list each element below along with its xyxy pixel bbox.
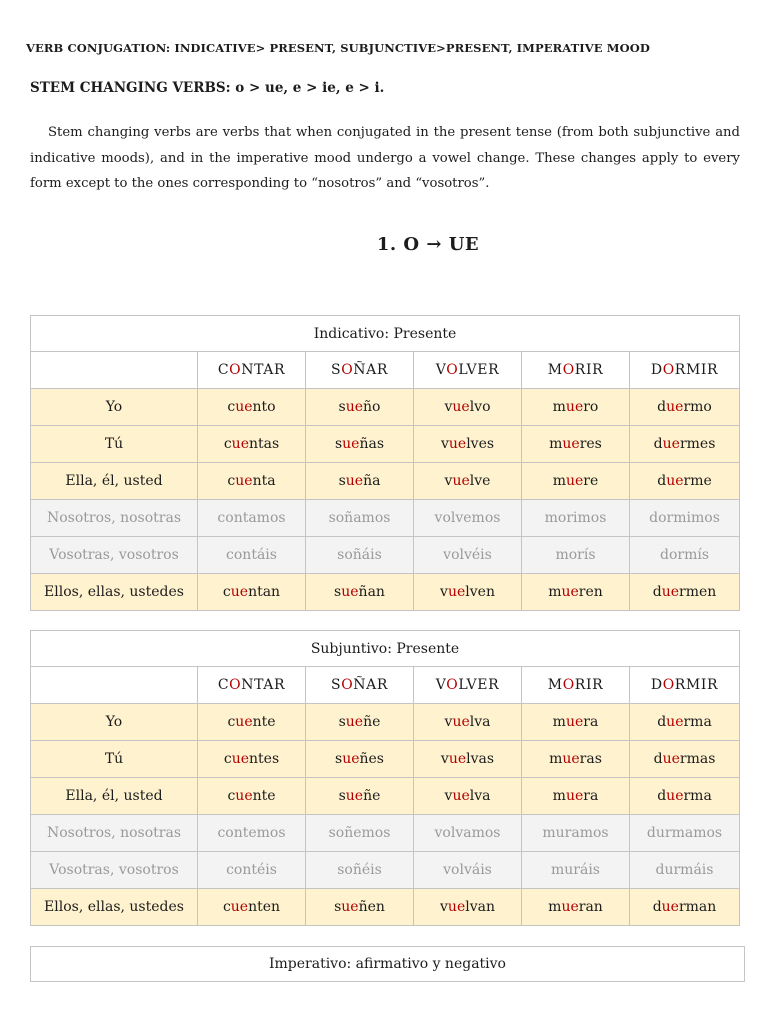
conjugation-cell (522, 389, 630, 426)
conjugation-cell (630, 704, 740, 741)
conjugation-part: v (444, 714, 453, 730)
conjugation-part: m (552, 473, 566, 489)
conjugation-part: rmen (679, 584, 717, 600)
conjugation-cell (630, 389, 740, 426)
conjugation-cell (306, 815, 414, 852)
conjugation-part: v (440, 436, 449, 452)
conjugation-part: ntas (248, 436, 280, 452)
conjugation-part: muramos (542, 825, 609, 841)
verb-header (306, 667, 414, 704)
conjugation-cell (198, 389, 306, 426)
changed-vowel: ue (447, 899, 466, 915)
changed-vowel: ue (230, 584, 249, 600)
conjugation-part: v (440, 899, 448, 915)
conjugation-cell (306, 704, 414, 741)
conjugation-cell (414, 741, 522, 778)
pronoun-label: Ella, él, usted (31, 778, 198, 815)
conjugation-part: d (657, 473, 667, 489)
conjugation-part: ñe (363, 714, 381, 730)
conjugation-part: m (549, 436, 563, 452)
table-title: Indicativo: Presente (31, 316, 740, 352)
conjugation-cell (198, 741, 306, 778)
verb-header (414, 352, 522, 389)
changed-vowel: ue (231, 436, 249, 452)
conjugation-part: lve (469, 473, 491, 489)
conjugation-cell (522, 741, 630, 778)
conjugation-part: volváis (443, 862, 492, 878)
conjugation-part: morís (555, 547, 596, 563)
changed-vowel: ue (662, 436, 680, 452)
verb-header (522, 352, 630, 389)
conjugation-part: ño (363, 399, 381, 415)
verb-header (198, 667, 306, 704)
table-row (31, 815, 740, 852)
conjugation-part: v (444, 473, 453, 489)
verb-header (630, 352, 740, 389)
conjugation-part: rmes (679, 436, 716, 452)
conjugation-part: v (440, 584, 448, 600)
header-blank-cell (31, 667, 198, 704)
conjugation-cell (198, 426, 306, 463)
verb-part: NTAR (241, 362, 286, 378)
conjugation-part: ntes (249, 751, 280, 767)
conjugation-cell (630, 463, 740, 500)
conjugation-cell (306, 741, 414, 778)
conjugation-part: d (653, 436, 663, 452)
conjugation-cell (630, 852, 740, 889)
conjugation-part: durmamos (646, 825, 723, 841)
conjugation-part: lva (469, 714, 491, 730)
table-row (31, 778, 740, 815)
conjugation-part: ntan (248, 584, 281, 600)
conjugation-part: rme (683, 473, 712, 489)
conjugation-part: soñemos (328, 825, 391, 841)
conjugation-part: d (653, 751, 663, 767)
table-row (31, 463, 740, 500)
conjugation-part: lven (465, 584, 495, 600)
table-row (31, 889, 740, 926)
conjugation-cell (522, 889, 630, 926)
conjugation-cell (630, 426, 740, 463)
changed-vowel: ue (562, 751, 580, 767)
conjugation-part: nte (252, 714, 276, 730)
table-row (31, 389, 740, 426)
conjugation-cell (306, 463, 414, 500)
stem-vowel: O (562, 677, 575, 693)
header-blank-cell (31, 352, 198, 389)
verb-part: RMIR (674, 362, 719, 378)
conjugation-part: c (227, 473, 236, 489)
conjugation-part: nta (252, 473, 276, 489)
conjugation-cell (414, 815, 522, 852)
conjugation-cell (630, 778, 740, 815)
changed-vowel: ue (342, 751, 360, 767)
pronoun-label: Yo (31, 704, 198, 741)
verb-part: NTAR (241, 677, 286, 693)
conjugation-part: c (227, 399, 236, 415)
pronoun-label: Yo (31, 389, 198, 426)
conjugation-part: d (657, 788, 667, 804)
changed-vowel: ue (666, 788, 684, 804)
conjugation-part: s (334, 436, 343, 452)
conjugation-part: lvo (469, 399, 491, 415)
changed-vowel: ue (341, 584, 359, 600)
changed-vowel: ue (345, 788, 364, 804)
changed-vowel: ue (342, 436, 360, 452)
conjugation-part: c (222, 584, 231, 600)
section-title: 1. O → UE (376, 234, 480, 255)
table-row (31, 852, 740, 889)
pronoun-label: Vosotras, vosotros (31, 537, 198, 574)
conjugation-part: soñáis (337, 547, 382, 563)
conjugation-cell (414, 852, 522, 889)
conjugation-part: muráis (551, 862, 600, 878)
conjugation-part: s (338, 399, 346, 415)
conjugation-part: s (338, 788, 346, 804)
pronoun-label: Ellos, ellas, ustedes (31, 574, 198, 611)
changed-vowel: ue (448, 436, 467, 452)
changed-vowel: ue (562, 436, 580, 452)
changed-vowel: ue (565, 714, 584, 730)
conjugation-cell (414, 778, 522, 815)
changed-vowel: ue (661, 584, 680, 600)
stem-vowel: O (229, 677, 242, 693)
conjugation-part: ñes (359, 751, 384, 767)
conjugation-cell (198, 574, 306, 611)
conjugation-part: ñas (359, 436, 385, 452)
conjugation-part: v (444, 788, 453, 804)
verb-header (414, 667, 522, 704)
conjugation-part: ren (578, 584, 603, 600)
changed-vowel: ue (565, 473, 584, 489)
verb-header (630, 667, 740, 704)
conjugation-cell (306, 778, 414, 815)
conjugation-cell (630, 889, 740, 926)
conjugation-cell (522, 815, 630, 852)
changed-vowel: ue (666, 473, 684, 489)
conjugation-part: rma (683, 788, 712, 804)
pronoun-label: Ellos, ellas, ustedes (31, 889, 198, 926)
verb-part: RIR (574, 362, 604, 378)
changed-vowel: ue (341, 899, 359, 915)
conjugation-part: lvan (465, 899, 495, 915)
pronoun-label: Ella, él, usted (31, 463, 198, 500)
conjugation-cell (414, 889, 522, 926)
conjugation-part: re (583, 473, 599, 489)
conjugation-cell (414, 463, 522, 500)
conjugation-part: s (334, 899, 342, 915)
conjugation-cell (306, 426, 414, 463)
document-header: VERB CONJUGATION: INDICATIVE> PRESENT, SUBJUNCTIVE>PRESENT, IMPERATIVE MOOD (26, 41, 650, 55)
conjugation-cell (198, 852, 306, 889)
verb-part: S (331, 362, 342, 378)
intro-paragraph: Stem changing verbs are verbs that when conjugated in the present tense (from both subjunctive and indicative moods), and in the imperative mood undergo a vowel change. These changes apply to every form except to the ones corresponding to “nosotros” and “vosotros”. (30, 125, 740, 191)
verb-part: S (331, 677, 342, 693)
conjugation-cell (306, 574, 414, 611)
stem-vowel: O (229, 362, 242, 378)
conjugation-part: m (552, 399, 566, 415)
conjugation-part: nto (252, 399, 276, 415)
conjugation-cell (306, 852, 414, 889)
changed-vowel: ue (448, 751, 467, 767)
conjugation-part: m (548, 584, 562, 600)
verb-part: V (435, 677, 447, 693)
changed-vowel: ue (235, 714, 253, 730)
changed-vowel: ue (452, 473, 470, 489)
conjugation-part: rma (683, 714, 712, 730)
changed-vowel: ue (666, 399, 684, 415)
conjugation-cell (522, 537, 630, 574)
conjugation-part: s (334, 584, 342, 600)
conjugation-cell (306, 537, 414, 574)
conjugation-part: volvamos (434, 825, 501, 841)
conjugation-part: nte (252, 788, 276, 804)
conjugation-part: m (552, 788, 566, 804)
pronoun-label: Nosotros, nosotras (31, 500, 198, 537)
conjugation-part: d (657, 399, 667, 415)
conjugation-cell (414, 389, 522, 426)
conjugation-part: contemos (217, 825, 286, 841)
verb-part: LVER (458, 677, 500, 693)
verb-part: RMIR (674, 677, 719, 693)
indicative-present-table (30, 315, 740, 611)
conjugation-part: res (579, 436, 602, 452)
pronoun-label: Tú (31, 741, 198, 778)
verb-header (198, 352, 306, 389)
conjugation-part: ran (578, 899, 603, 915)
conjugation-part: s (338, 473, 346, 489)
conjugation-part: d (652, 584, 662, 600)
conjugation-part: soñéis (337, 862, 382, 878)
stem-vowel: O (662, 677, 675, 693)
table-row (31, 574, 740, 611)
conjugation-part: c (227, 788, 236, 804)
changed-vowel: ue (561, 899, 579, 915)
verb-part: C (217, 677, 230, 693)
table-row (31, 537, 740, 574)
conjugation-cell (522, 778, 630, 815)
conjugation-part: rmo (683, 399, 712, 415)
verb-part: C (217, 362, 230, 378)
conjugation-cell (414, 537, 522, 574)
conjugation-cell (198, 500, 306, 537)
verb-header (306, 352, 414, 389)
conjugation-part: soñamos (328, 510, 391, 526)
table-row (31, 500, 740, 537)
conjugation-part: contamos (217, 510, 286, 526)
changed-vowel: ue (452, 714, 470, 730)
conjugation-cell (198, 889, 306, 926)
table-row (31, 741, 740, 778)
conjugation-cell (414, 500, 522, 537)
conjugation-part: m (549, 751, 563, 767)
conjugation-part: d (657, 714, 667, 730)
conjugation-cell (522, 463, 630, 500)
changed-vowel: ue (231, 751, 250, 767)
changed-vowel: ue (452, 399, 470, 415)
conjugation-cell (630, 500, 740, 537)
conjugation-part: ras (579, 751, 602, 767)
conjugation-part: dormimos (649, 510, 720, 526)
conjugation-part: c (227, 714, 236, 730)
conjugation-part: ña (363, 473, 381, 489)
conjugation-part: lva (469, 788, 491, 804)
conjugation-part: d (652, 899, 662, 915)
conjugation-part: ñen (358, 899, 385, 915)
pronoun-label: Vosotras, vosotros (31, 852, 198, 889)
conjugation-part: ra (583, 788, 599, 804)
stem-vowel: O (341, 677, 354, 693)
table-row (31, 704, 740, 741)
changed-vowel: ue (235, 399, 253, 415)
changed-vowel: ue (565, 788, 584, 804)
imperative-table (30, 946, 745, 982)
conjugation-cell (522, 426, 630, 463)
conjugation-part: nten (248, 899, 281, 915)
verb-part: D (650, 362, 663, 378)
conjugation-part: s (335, 751, 343, 767)
conjugation-cell (198, 463, 306, 500)
conjugation-cell (630, 537, 740, 574)
changed-vowel: ue (345, 473, 364, 489)
conjugation-part: v (444, 399, 453, 415)
conjugation-part: morimos (544, 510, 607, 526)
conjugation-part: v (440, 751, 449, 767)
pronoun-label: Tú (31, 426, 198, 463)
conjugation-part: ra (583, 714, 599, 730)
conjugation-part: c (223, 751, 232, 767)
conjugation-cell (522, 574, 630, 611)
changed-vowel: ue (345, 399, 364, 415)
conjugation-part: lves (466, 436, 495, 452)
conjugation-part: m (548, 899, 562, 915)
conjugation-part: rman (678, 899, 717, 915)
conjugation-cell (306, 889, 414, 926)
conjugation-cell (306, 389, 414, 426)
conjugation-cell (414, 426, 522, 463)
conjugation-cell (198, 537, 306, 574)
conjugation-part: lvas (466, 751, 495, 767)
changed-vowel: ue (235, 473, 253, 489)
verb-part: ÑAR (353, 362, 388, 378)
conjugation-part: dormís (660, 547, 710, 563)
stem-vowel: O (562, 362, 575, 378)
conjugation-part: c (222, 899, 231, 915)
stem-vowel: O (446, 362, 459, 378)
conjugation-cell (198, 815, 306, 852)
conjugation-cell (522, 500, 630, 537)
conjugation-part: ñan (358, 584, 385, 600)
conjugation-part: s (338, 714, 346, 730)
stem-vowel: O (662, 362, 675, 378)
verb-part: V (435, 362, 447, 378)
changed-vowel: ue (230, 899, 249, 915)
conjugation-part: contéis (226, 862, 277, 878)
verb-part: M (547, 677, 563, 693)
changed-vowel: ue (661, 899, 679, 915)
verb-part: M (547, 362, 563, 378)
conjugation-part: contáis (226, 547, 277, 563)
conjugation-cell (414, 574, 522, 611)
conjugation-part: volvemos (434, 510, 501, 526)
table-row (31, 426, 740, 463)
conjugation-part: rmas (679, 751, 716, 767)
conjugation-part: volvéis (443, 547, 492, 563)
verb-part: ÑAR (353, 677, 388, 693)
pronoun-label: Nosotros, nosotras (31, 815, 198, 852)
conjugation-cell (414, 704, 522, 741)
conjugation-part: c (223, 436, 232, 452)
conjugation-part: durmáis (655, 862, 714, 878)
changed-vowel: ue (666, 714, 684, 730)
imperative-table-title: Imperativo: afirmativo y negativo (31, 947, 745, 982)
conjugation-cell (630, 815, 740, 852)
stem-vowel: O (446, 677, 459, 693)
changed-vowel: ue (565, 399, 584, 415)
changed-vowel: ue (345, 714, 364, 730)
conjugation-part: m (552, 714, 566, 730)
conjugation-cell (522, 852, 630, 889)
conjugation-cell (630, 574, 740, 611)
verb-part: D (650, 677, 663, 693)
conjugation-cell (630, 741, 740, 778)
conjugation-cell (306, 500, 414, 537)
changed-vowel: ue (561, 584, 579, 600)
stem-vowel: O (341, 362, 354, 378)
subjunctive-present-table (30, 630, 740, 926)
verb-header (522, 667, 630, 704)
conjugation-part: ro (583, 399, 599, 415)
conjugation-cell (198, 778, 306, 815)
conjugation-cell (522, 704, 630, 741)
changed-vowel: ue (452, 788, 470, 804)
verb-part: RIR (574, 677, 604, 693)
changed-vowel: ue (447, 584, 466, 600)
changed-vowel: ue (235, 788, 253, 804)
conjugation-part: ñe (363, 788, 381, 804)
table-title: Subjuntivo: Presente (31, 631, 740, 667)
conjugation-cell (198, 704, 306, 741)
section-subheader: STEM CHANGING VERBS: o > ue, e > ie, e > i. (30, 80, 385, 96)
changed-vowel: ue (662, 751, 680, 767)
verb-part: LVER (458, 362, 500, 378)
